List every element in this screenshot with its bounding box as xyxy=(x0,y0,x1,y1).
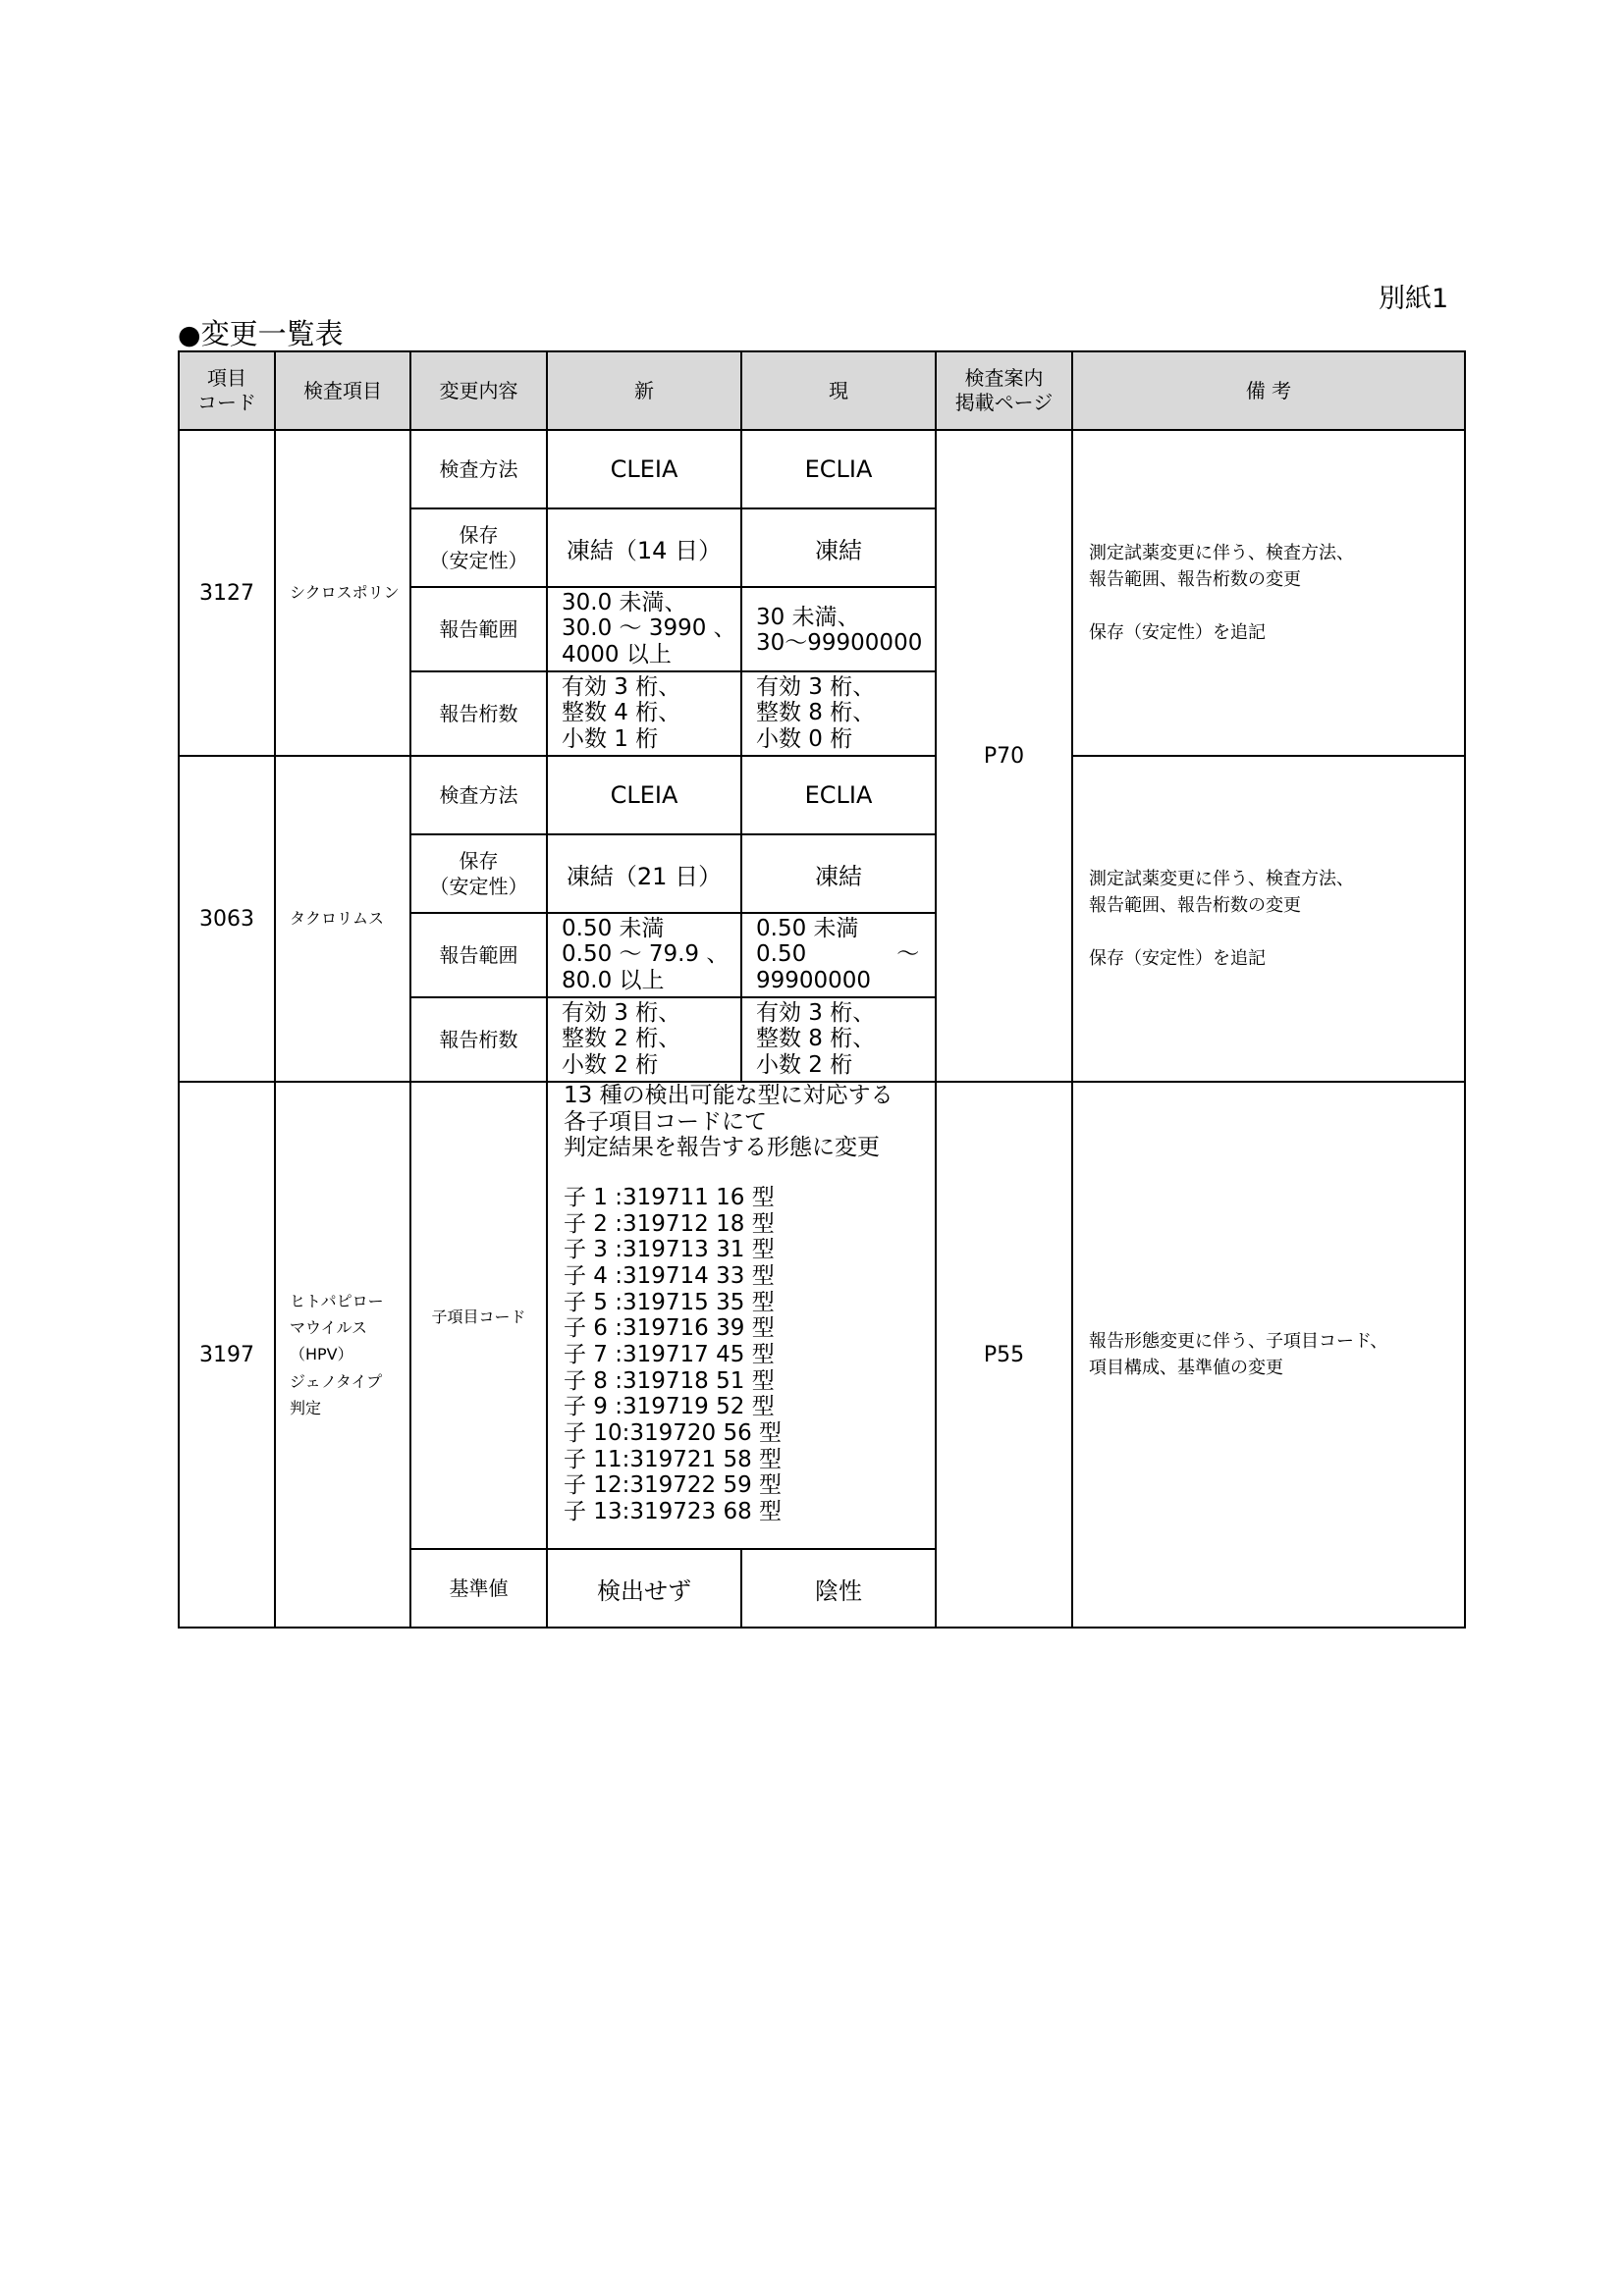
item-name-line: （HPV） xyxy=(290,1345,353,1364)
subcode-line: 子 10:319720 56 型 xyxy=(564,1420,783,1447)
value-line: 0.50 ～ xyxy=(756,941,920,968)
change-category: 基準値 xyxy=(410,1549,547,1628)
guide-page: P55 xyxy=(936,1082,1072,1628)
current-value xyxy=(741,913,936,997)
change-list-table xyxy=(178,350,1466,1629)
current-value xyxy=(741,997,936,1082)
intro-line: 13 種の検出可能な型に対応する xyxy=(564,1083,893,1108)
subcode-line: 子 8 :319718 51 型 xyxy=(564,1367,775,1394)
remarks-cell xyxy=(1072,1082,1465,1628)
value-line: 有効 3 桁、 xyxy=(562,1000,681,1026)
subcode-list xyxy=(547,1082,936,1549)
header-code xyxy=(179,351,275,430)
table-row xyxy=(179,756,1465,834)
document-title xyxy=(178,312,344,352)
subcode-line: 子 12:319722 59 型 xyxy=(564,1472,783,1499)
change-category: 報告範囲 xyxy=(410,913,547,997)
value-line: 30～99900000 xyxy=(756,630,923,656)
item-name-line: マウイルス xyxy=(290,1318,368,1338)
value-line: 小数 1 桁 xyxy=(562,725,659,752)
item-name: シクロスポリン xyxy=(275,430,410,756)
current-value: 凍結 xyxy=(741,508,936,587)
header-remarks: 備 考 xyxy=(1072,351,1465,430)
table-row xyxy=(179,1082,1465,1549)
value-line: 小数 2 桁 xyxy=(756,1051,853,1078)
new-value xyxy=(547,587,741,671)
current-value xyxy=(741,671,936,756)
subcode-line: 子 4 :319714 33 型 xyxy=(564,1263,775,1290)
remark-line: 項目構成、基準値の変更 xyxy=(1089,1358,1283,1378)
remark-line: 報告形態変更に伴う、子項目コード、 xyxy=(1089,1331,1388,1352)
header-current: 現 xyxy=(741,351,936,430)
intro-line: 判定結果を報告する形態に変更 xyxy=(564,1135,880,1161)
value-line: 0.50 ～ 79.9 、 xyxy=(562,941,730,968)
guide-page: P70 xyxy=(936,430,1072,1082)
value-line: 有効 3 桁、 xyxy=(756,1000,876,1026)
new-value xyxy=(547,997,741,1082)
value-line: 小数 0 桁 xyxy=(756,725,853,752)
title-bullet: ● xyxy=(178,320,201,350)
subcode-line: 子 3 :319713 31 型 xyxy=(564,1237,775,1263)
value-line: 30.0 未満、 xyxy=(562,590,687,615)
subcode-line: 子 13:319723 68 型 xyxy=(564,1499,783,1525)
header-page-text: 検査案内 掲載ページ xyxy=(954,366,1054,414)
value-line: 有効 3 桁、 xyxy=(562,674,681,700)
change-category: 報告桁数 xyxy=(410,671,547,756)
item-name-line: 判定 xyxy=(290,1398,322,1417)
subcode-line: 子 9 :319719 52 型 xyxy=(564,1394,775,1420)
item-name: タクロリムス xyxy=(275,756,410,1082)
new-value: 凍結（21 日） xyxy=(547,834,741,913)
category-text: 保存 （安定性） xyxy=(429,523,528,572)
title-text: 変更一覧表 xyxy=(200,317,344,350)
change-category: 検査方法 xyxy=(410,430,547,508)
change-category: 報告範囲 xyxy=(410,587,547,671)
new-value xyxy=(547,913,741,997)
remarks-cell xyxy=(1072,756,1465,1082)
header-page xyxy=(936,351,1072,430)
value-line: 0.50 未満 xyxy=(756,916,859,941)
subcode-line: 子 5 :319715 35 型 xyxy=(564,1289,775,1315)
item-name-line: ヒトパピロー xyxy=(290,1292,384,1311)
new-value: CLEIA xyxy=(547,756,741,834)
value-line: 4000 以上 xyxy=(562,641,672,667)
change-category: 検査方法 xyxy=(410,756,547,834)
change-category: 子項目コード xyxy=(410,1082,547,1549)
table-row xyxy=(179,430,1465,508)
item-name xyxy=(275,1082,410,1628)
value-line: 有効 3 桁、 xyxy=(756,674,876,700)
value-line: 30 未満、 xyxy=(756,604,860,630)
current-value: ECLIA xyxy=(741,430,936,508)
value-line: 80.0 以上 xyxy=(562,967,665,993)
change-category: 報告桁数 xyxy=(410,997,547,1082)
header-row xyxy=(179,351,1465,430)
item-code: 3127 xyxy=(179,430,275,756)
remark-line: 測定試薬変更に伴う、検査方法、 xyxy=(1089,869,1354,889)
current-value: 陰性 xyxy=(741,1549,936,1628)
value-line: 整数 2 桁、 xyxy=(562,1026,681,1052)
change-category xyxy=(410,834,547,913)
value-line: 整数 4 桁、 xyxy=(562,700,681,726)
new-value: 検出せず xyxy=(547,1549,741,1628)
current-value: ECLIA xyxy=(741,756,936,834)
remark-line: 測定試薬変更に伴う、検査方法、 xyxy=(1089,543,1354,563)
new-value xyxy=(547,671,741,756)
remark-line: 報告範囲、報告桁数の変更 xyxy=(1089,569,1301,590)
current-value: 凍結 xyxy=(741,834,936,913)
subcode-line: 子 11:319721 58 型 xyxy=(564,1446,783,1472)
subcode-line: 子 6 :319716 39 型 xyxy=(564,1315,775,1342)
header-new: 新 xyxy=(547,351,741,430)
subcode-line: 子 1 :319711 16 型 xyxy=(564,1185,775,1211)
value-line: 0.50 未満 xyxy=(562,916,665,941)
intro-line: 各子項目コードにて xyxy=(564,1108,767,1135)
subcode-line: 子 2 :319712 18 型 xyxy=(564,1210,775,1237)
header-item: 検査項目 xyxy=(275,351,410,430)
value-line: 小数 2 桁 xyxy=(562,1051,659,1078)
remark-line: 保存（安定性）を追記 xyxy=(1089,622,1266,643)
item-name-line: ジェノタイプ xyxy=(290,1371,383,1391)
new-value: 凍結（14 日） xyxy=(547,508,741,587)
value-line: 整数 8 桁、 xyxy=(756,1026,876,1052)
value-line: 30.0 ～ 3990 、 xyxy=(562,615,736,642)
header-code-text: 項目 コード xyxy=(197,366,256,414)
header-change: 変更内容 xyxy=(410,351,547,430)
new-value: CLEIA xyxy=(547,430,741,508)
remark-line: 報告範囲、報告桁数の変更 xyxy=(1089,895,1301,916)
remark-line: 保存（安定性）を追記 xyxy=(1089,948,1266,969)
value-line: 99900000 xyxy=(756,967,872,993)
annex-label: 別紙1 xyxy=(1379,284,1449,314)
category-text: 保存 （安定性） xyxy=(429,849,528,898)
value-line: 整数 8 桁、 xyxy=(756,700,876,726)
item-code: 3197 xyxy=(179,1082,275,1628)
change-category xyxy=(410,508,547,587)
item-code: 3063 xyxy=(179,756,275,1082)
current-value xyxy=(741,587,936,671)
remarks-cell xyxy=(1072,430,1465,756)
subcode-line: 子 7 :319717 45 型 xyxy=(564,1342,775,1368)
